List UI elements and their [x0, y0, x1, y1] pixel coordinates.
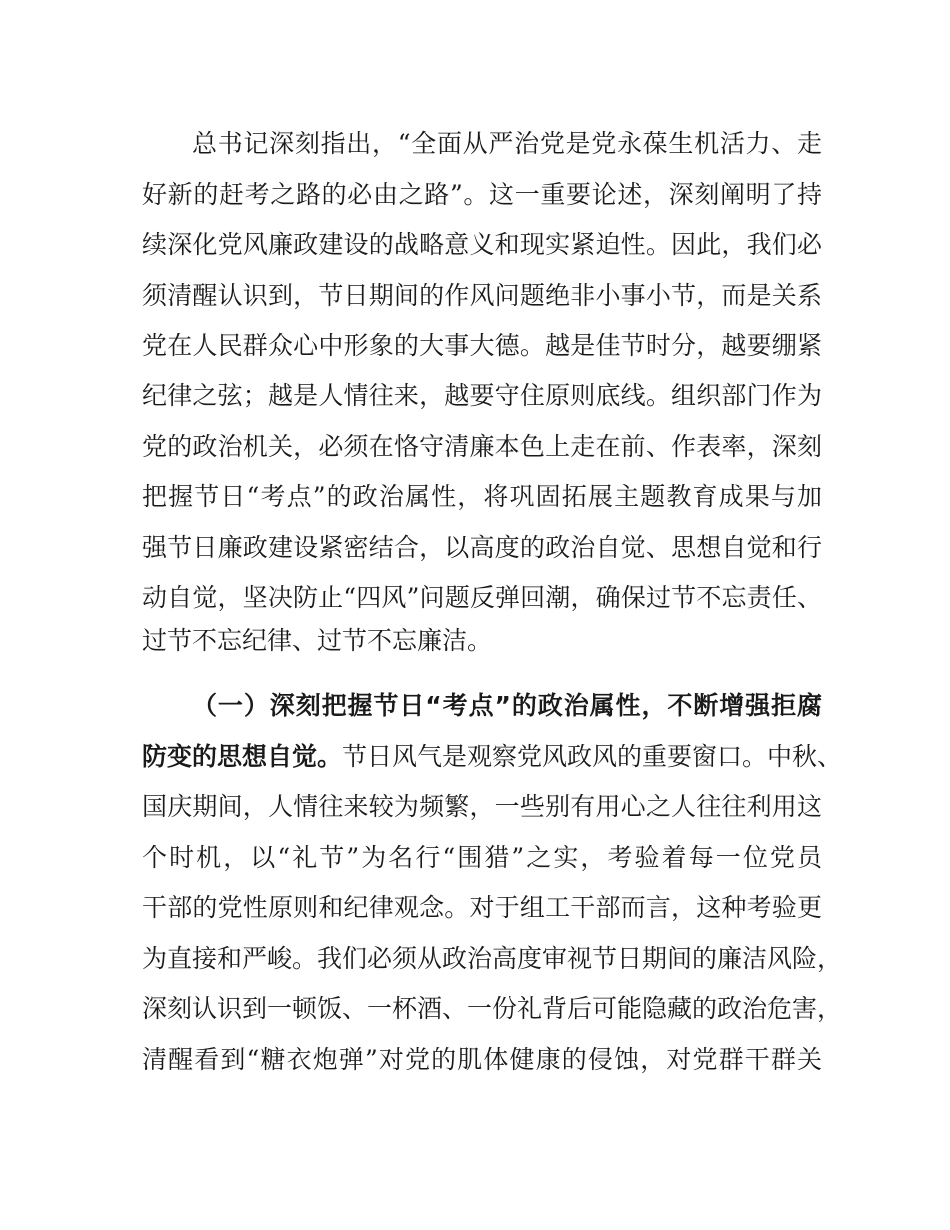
section-heading: （一）深刻把握节日“考点”的政治属性，不断增强拒腐 [192, 691, 822, 720]
text-line: 个时机，以“礼节”为名行“围猎”之实，考验着每一位党员 [142, 843, 822, 872]
text-line-rest: 节日风气是观察党风政风的重要窗口。中秋、 [342, 742, 843, 771]
text-line: 国庆期间，人情往来较为频繁，一些别有用心之人往往利用这 [142, 792, 822, 821]
section-heading-continued: 防变的思想自觉。 [142, 742, 343, 771]
text-line: 须清醒认识到，节日期间的作风问题绝非小事小节，而是关系 [142, 281, 822, 310]
text-line: 动自觉，坚决防止“四风”问题反弹回潮，确保过节不忘责任、 [142, 583, 822, 612]
text-line: 党的政治机关，必须在恪守清廉本色上走在前、作表率，深刻 [142, 432, 822, 461]
text-line [142, 741, 843, 773]
text-line: 过节不忘纪律、过节不忘廉洁。 [142, 626, 493, 655]
text-line: 清醒看到“糖衣炮弹”对党的肌体健康的侵蚀，对党群干群关 [142, 1045, 822, 1074]
text-line: 续深化党风廉政建设的战略意义和现实紧迫性。因此，我们必 [142, 230, 822, 259]
text-line: 好新的赶考之路的必由之路”。这一重要论述，深刻阐明了持 [142, 180, 822, 209]
text-line: 把握节日“考点”的政治属性，将巩固拓展主题教育成果与加 [142, 482, 822, 511]
text-line: 深刻认识到一顿饭、一杯酒、一份礼背后可能隐藏的政治危害， [142, 994, 843, 1023]
text-line: 纪律之弦；越是人情往来，越要守住原则底线。组织部门作为 [142, 381, 822, 410]
text-line: 党在人民群众心中形象的大事大德。越是佳节时分，越要绷紧 [142, 331, 822, 360]
text-line: 总书记深刻指出，“全面从严治党是党永葆生机活力、走 [192, 129, 822, 158]
text-line: 干部的党性原则和纪律观念。对于组工干部而言，这种考验更 [142, 893, 822, 922]
text-line: 强节日廉政建设紧密结合，以高度的政治自觉、思想自觉和行 [142, 533, 822, 562]
text-line: 为直接和严峻。我们必须从政治高度审视节日期间的廉洁风险， [142, 944, 843, 973]
